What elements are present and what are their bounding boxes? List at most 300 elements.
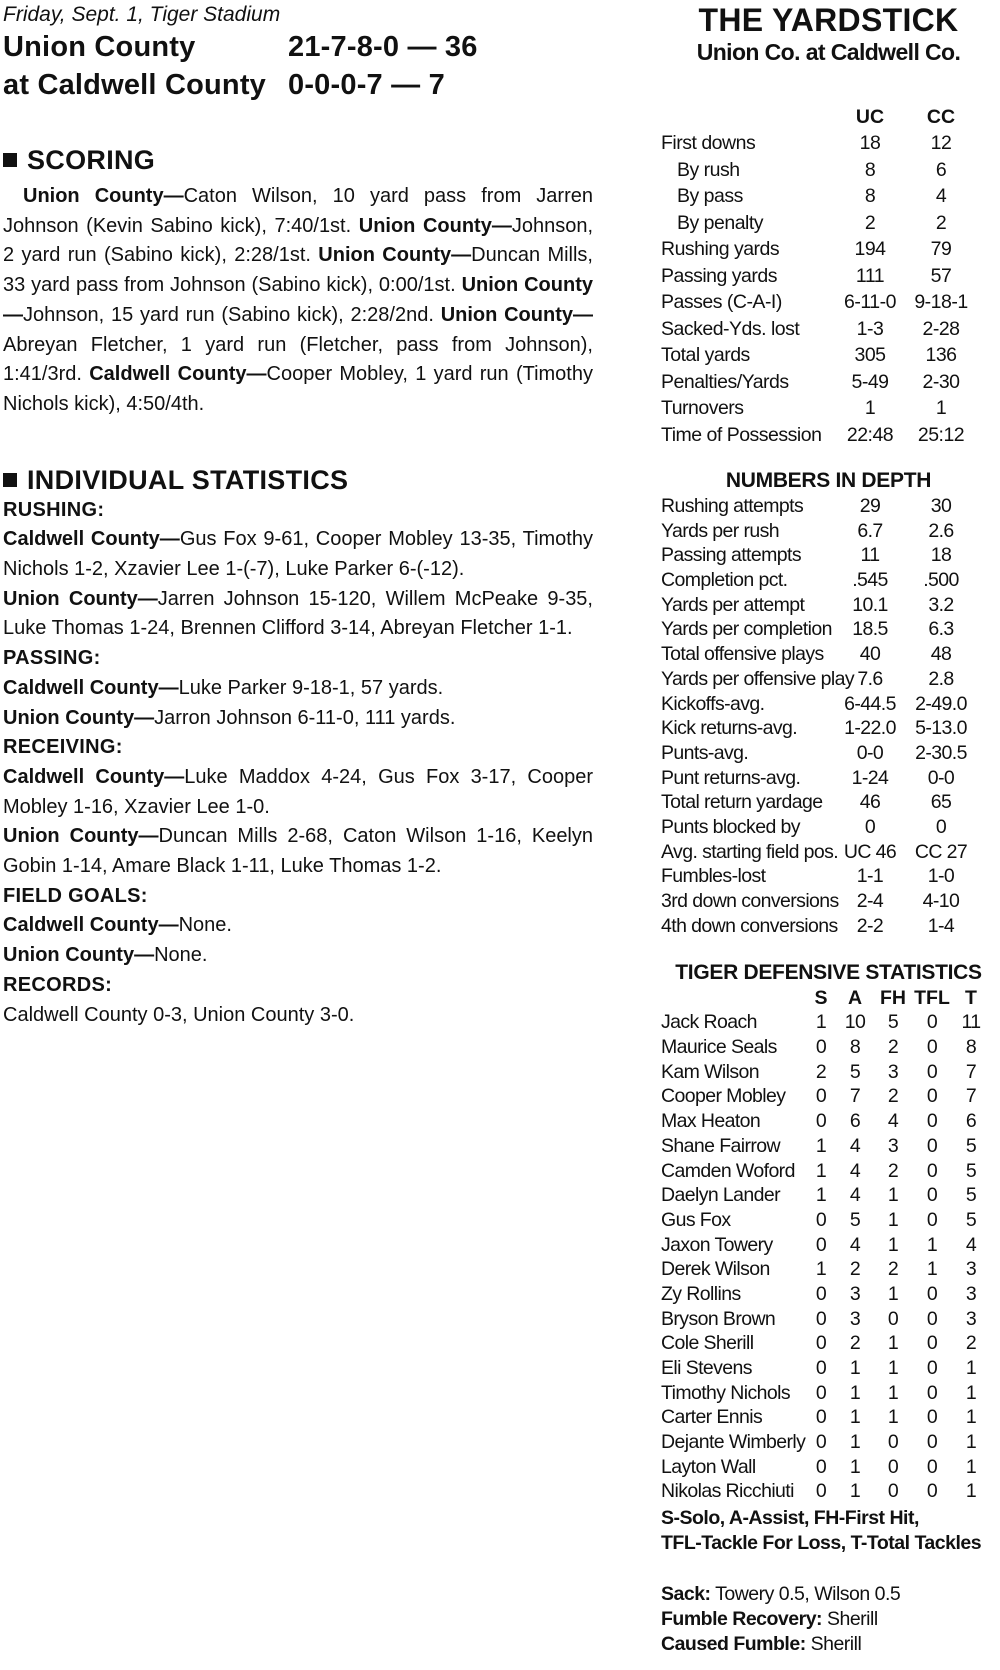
row-label: Rushing yards — [661, 238, 780, 260]
assist-value: 5 — [849, 1208, 861, 1231]
total-value: 1 — [965, 1455, 977, 1478]
uc-value: 6.7 — [857, 519, 883, 542]
row-label: Kickoffs-avg. — [661, 692, 765, 715]
cc-value: 65 — [930, 791, 952, 814]
table-row — [661, 1208, 996, 1233]
tfl-value: 0 — [926, 1357, 938, 1379]
total-value: 1 — [965, 1406, 977, 1429]
player-name: Daelyn Lander — [661, 1184, 781, 1207]
solo-value: 0 — [815, 1431, 827, 1454]
tfl-value: 0 — [926, 1011, 938, 1034]
first-hit-value: 3 — [887, 1134, 899, 1157]
cc-value: 9-18-1 — [914, 291, 968, 313]
row-label: Yards per rush — [661, 519, 780, 542]
row-label: By penalty — [677, 211, 764, 234]
yardstick-title: THE YARDSTICK — [698, 2, 959, 38]
table-row — [661, 395, 996, 422]
first-hit-value: 3 — [887, 1060, 899, 1083]
tfl-value: 0 — [926, 1431, 938, 1454]
rushing-uc: Union County—Jarren Johnson 15-120, Willem McPeake 9-35, Luke Thomas 1-24, Brennen Clifford 3-14, Abreyan Fletcher 1-1. — [3, 587, 593, 640]
cc-value: 0 — [935, 815, 947, 838]
uc-value: 7.6 — [857, 667, 883, 690]
tfl-value: 0 — [926, 1307, 938, 1330]
cc-value: 1-4 — [927, 914, 955, 937]
player-name: Jaxon Towery — [661, 1233, 773, 1256]
row-label: Total return yardage — [661, 791, 823, 814]
assist-value: 3 — [849, 1282, 861, 1305]
table-row — [661, 422, 996, 449]
row-label: Avg. starting field pos. — [661, 840, 839, 863]
cc-value: 4 — [935, 185, 947, 207]
table-row — [661, 543, 996, 568]
total-value: 7 — [965, 1085, 977, 1108]
uc-value: 5-49 — [851, 370, 889, 393]
assist-value: 10 — [844, 1011, 866, 1034]
total-value: 1 — [965, 1357, 977, 1379]
uc-value: UC 46 — [843, 840, 897, 863]
tfl-value: 1 — [926, 1233, 938, 1256]
player-name: Zy Rollins — [661, 1282, 741, 1305]
first-hit-value: 4 — [887, 1110, 899, 1133]
scoring-play: Caton Wilson, 10 yard pass from Jarren Johnson (Kevin Sabino kick), 7:40/1st. — [3, 185, 593, 237]
player-name: Nikolas Ricchiuti — [661, 1480, 794, 1503]
linescore-team: Union County — [3, 31, 196, 63]
total-value: 7 — [965, 1060, 977, 1083]
first-hit-value: 5 — [887, 1011, 899, 1034]
uc-value: 40 — [859, 643, 881, 666]
table-row — [661, 342, 996, 369]
tfl-value: 0 — [926, 1282, 938, 1305]
table-row — [661, 263, 996, 290]
solo-value: 1 — [815, 1258, 827, 1281]
table-row — [661, 519, 996, 544]
scoring-team: Union County— — [23, 185, 184, 207]
col-header: FH — [880, 987, 906, 1010]
solo-value: 0 — [815, 1036, 827, 1059]
tfl-value: 0 — [926, 1208, 938, 1231]
assist-value: 4 — [849, 1184, 861, 1207]
row-label: 3rd down conversions — [661, 890, 839, 912]
cc-value: 25:12 — [917, 423, 965, 446]
uc-value: 194 — [854, 238, 886, 260]
row-label: Punts-avg. — [661, 741, 749, 764]
defense-header-row — [661, 986, 996, 1010]
uc-value: 6-44.5 — [844, 692, 896, 715]
row-label: Penalties/Yards — [661, 370, 789, 393]
solo-value: 0 — [815, 1332, 827, 1355]
table-row — [661, 316, 996, 343]
assist-value: 1 — [849, 1381, 861, 1404]
player-name: Max Heaton — [661, 1110, 761, 1133]
receiving-uc: Union County—Duncan Mills 2-68, Caton Wilson 1-16, Keelyn Gobin 1-14, Amare Black 1-11, Luke Thomas 1-2. — [3, 825, 594, 878]
uc-value: 305 — [854, 344, 886, 366]
assist-value: 4 — [849, 1134, 861, 1157]
col-header-cc: CC — [926, 106, 956, 128]
row-label: By pass — [677, 185, 743, 207]
cc-value: 6.3 — [928, 618, 954, 641]
solo-value: 1 — [815, 1184, 827, 1207]
uc-value: 18 — [859, 132, 881, 154]
uc-value: 0-0 — [856, 741, 884, 764]
yardstick-column — [661, 0, 996, 1657]
player-name: Carter Ennis — [661, 1406, 763, 1429]
row-label: Sacked-Yds. lost — [661, 317, 800, 340]
table-row — [661, 157, 996, 184]
uc-value: 1 — [864, 397, 876, 419]
assist-value: 3 — [849, 1307, 861, 1330]
solo-value: 0 — [815, 1307, 827, 1330]
total-value: 3 — [965, 1282, 977, 1305]
first-hit-value: 1 — [887, 1332, 899, 1355]
row-label: Punt returns-avg. — [661, 766, 801, 789]
row-label: By rush — [677, 158, 740, 181]
total-value: 5 — [965, 1159, 977, 1182]
row-label: Yards per completion — [661, 618, 832, 641]
bullet-square-icon — [3, 153, 17, 167]
table-row — [661, 692, 996, 717]
player-name: Camden Woford — [661, 1159, 795, 1182]
cc-value: 18 — [930, 544, 952, 567]
receiving-heading: RECEIVING: — [3, 736, 123, 759]
solo-value: 1 — [815, 1134, 827, 1157]
assist-value: 1 — [849, 1431, 861, 1454]
row-label: Total offensive plays — [661, 643, 824, 666]
defense-legend: S-Solo, A-Assist, FH-First Hit, TFL-Tackle For Loss, T-Total Tackles — [661, 1507, 982, 1555]
tfl-value: 0 — [926, 1455, 938, 1478]
uc-value: 1-1 — [856, 865, 884, 888]
uc-value: 2 — [864, 211, 876, 234]
cc-value: 57 — [930, 264, 952, 287]
cc-value: 12 — [930, 132, 952, 154]
cc-value: 30 — [930, 495, 952, 517]
table-row — [661, 1134, 996, 1159]
table-row — [661, 1159, 996, 1184]
table-row — [661, 236, 996, 263]
cc-value: 1 — [935, 397, 947, 419]
player-name: Derek Wilson — [661, 1258, 770, 1281]
player-name: Cooper Mobley — [661, 1085, 786, 1108]
first-hit-value: 1 — [887, 1406, 899, 1429]
row-label: Completion pct. — [661, 569, 788, 592]
first-hit-value: 0 — [887, 1455, 899, 1478]
tfl-value: 0 — [926, 1110, 938, 1133]
records-text: Caldwell County 0-3, Union County 3-0. — [3, 1003, 355, 1026]
depth-title: NUMBERS IN DEPTH — [725, 469, 932, 492]
row-label: Punts blocked by — [661, 815, 800, 838]
player-name: Kam Wilson — [661, 1060, 760, 1083]
col-header: T — [965, 987, 977, 1010]
yardstick-table — [661, 130, 996, 448]
table-row — [661, 1084, 996, 1109]
uc-value: 111 — [855, 264, 885, 287]
table-row — [661, 183, 996, 210]
first-hit-value: 1 — [887, 1381, 899, 1404]
first-hit-value: 1 — [887, 1208, 899, 1231]
player-name: Cole Sherill — [661, 1332, 754, 1355]
tfl-value: 0 — [926, 1134, 938, 1157]
table-row — [661, 1381, 996, 1406]
passing-cc: Caldwell County—Luke Parker 9-18-1, 57 yards. — [3, 676, 444, 699]
row-label: Passing attempts — [661, 544, 801, 567]
scoring-play: Cooper Mobley, 1 yard run (Timothy Nichols kick), 4:50/4th. — [3, 363, 593, 415]
game-story-column — [3, 0, 593, 1030]
table-row — [661, 716, 996, 741]
cc-value: 2-28 — [922, 317, 960, 340]
scoring-play: Abreyan Fletcher, 1 yard run (Fletcher, pass from Johnson), 1:41/3rd. — [3, 333, 593, 386]
total-value: 1 — [965, 1381, 977, 1404]
total-value: 2 — [965, 1332, 977, 1355]
solo-value: 0 — [815, 1381, 827, 1404]
solo-value: 1 — [815, 1011, 827, 1034]
table-row — [661, 815, 996, 840]
player-name: Jack Roach — [661, 1011, 757, 1034]
table-row — [661, 914, 996, 939]
solo-value: 0 — [815, 1455, 827, 1478]
col-header: S — [814, 987, 828, 1010]
total-value: 5 — [965, 1134, 977, 1157]
scoring-team: Union County— — [440, 303, 593, 326]
table-row — [661, 1455, 996, 1480]
total-value: 4 — [965, 1233, 977, 1256]
first-hit-value: 2 — [887, 1159, 899, 1182]
table-row — [661, 1405, 996, 1430]
first-hit-value: 2 — [887, 1036, 899, 1059]
table-row — [661, 864, 996, 889]
assist-value: 1 — [849, 1357, 861, 1379]
player-name: Eli Stevens — [661, 1357, 752, 1379]
row-label: Yards per attempt — [661, 593, 805, 616]
cc-value: 2-30 — [922, 370, 960, 393]
cc-value: 3.2 — [928, 593, 954, 616]
tfl-value: 0 — [926, 1036, 938, 1059]
uc-value: 8 — [864, 158, 876, 181]
rushing-cc: Caldwell County—Gus Fox 9-61, Cooper Mobley 13-35, Timothy Nichols 1-2, Xzavier Lee 1-(-7), Luke Parker 6-(-12). — [3, 528, 593, 581]
first-hit-value: 0 — [887, 1431, 899, 1454]
cc-value: 2-49.0 — [915, 692, 967, 715]
scoring-play: Johnson, 15 yard run (Sabino kick), 2:28/2nd. — [23, 303, 434, 326]
uc-value: 2-4 — [856, 890, 884, 912]
table-row — [661, 1060, 996, 1085]
sack-note: Sack: Towery 0.5, Wilson 0.5 — [661, 1583, 901, 1606]
total-value: 1 — [965, 1431, 977, 1454]
linescore-team: at Caldwell County — [3, 69, 267, 101]
passing-heading: PASSING: — [3, 647, 101, 670]
assist-value: 8 — [849, 1036, 861, 1059]
solo-value: 0 — [815, 1208, 827, 1231]
scoring-team: Union County— — [318, 244, 472, 267]
uc-value: 22:48 — [846, 423, 894, 446]
table-row — [661, 1035, 996, 1060]
table-row — [661, 1183, 996, 1208]
fumble-recovery-note: Fumble Recovery: Sherill — [661, 1608, 878, 1631]
bullet-square-icon — [3, 473, 17, 487]
first-hit-value: 1 — [887, 1233, 899, 1256]
assist-value: 4 — [849, 1159, 861, 1182]
assist-value: 1 — [849, 1455, 861, 1478]
table-row — [661, 593, 996, 618]
row-label: Fumbles-lost — [661, 865, 766, 888]
row-label: Yards per offensive play — [661, 667, 854, 690]
uc-value: 10.1 — [852, 593, 888, 616]
table-row — [661, 494, 996, 519]
assist-value: 2 — [849, 1332, 861, 1355]
table-row — [661, 130, 996, 157]
total-value: 5 — [965, 1184, 977, 1207]
table-row — [661, 568, 996, 593]
total-value: 3 — [965, 1258, 977, 1281]
field-goals-uc: Union County—None. — [3, 944, 208, 967]
player-name: Timothy Nichols — [661, 1381, 790, 1404]
defense-title: TIGER DEFENSIVE STATISTICS — [675, 961, 982, 985]
solo-value: 0 — [815, 1406, 827, 1429]
table-row — [661, 790, 996, 815]
depth-table — [661, 494, 996, 938]
table-row — [661, 1430, 996, 1455]
col-header-uc: UC — [855, 106, 885, 128]
uc-value: 1-3 — [856, 317, 884, 340]
cc-value: CC 27 — [914, 840, 968, 863]
total-value: 3 — [965, 1307, 977, 1330]
solo-value: 0 — [815, 1357, 827, 1379]
first-hit-value: 2 — [887, 1258, 899, 1281]
cc-value: 5-13.0 — [915, 717, 967, 740]
table-row — [661, 889, 996, 914]
assist-value: 5 — [849, 1060, 861, 1083]
tfl-value: 0 — [926, 1159, 938, 1182]
uc-value: .545 — [852, 569, 888, 592]
cc-value: 2 — [935, 211, 947, 234]
uc-value: 8 — [864, 185, 876, 207]
cc-value: 136 — [925, 344, 957, 366]
scoring-team: Union County— — [358, 214, 512, 237]
table-row — [661, 1479, 996, 1504]
table-row — [661, 1010, 996, 1035]
uc-value: 11 — [860, 544, 880, 567]
tfl-value: 0 — [926, 1381, 938, 1404]
table-row — [661, 289, 996, 316]
records-heading: RECORDS: — [3, 973, 113, 996]
scoring-team: Caldwell County— — [89, 363, 267, 386]
solo-value: 0 — [815, 1110, 827, 1133]
row-label: Rushing attempts — [661, 495, 804, 517]
linescore-quarters: 0-0-0-7 — 7 — [288, 69, 445, 101]
player-name: Bryson Brown — [661, 1307, 776, 1330]
solo-value: 2 — [815, 1060, 827, 1083]
uc-value: 29 — [859, 495, 881, 517]
tfl-value: 0 — [926, 1332, 938, 1355]
uc-value: 0 — [864, 815, 876, 838]
scoring-summary — [3, 182, 593, 420]
defense-table — [661, 1010, 996, 1504]
assist-value: 4 — [849, 1233, 861, 1256]
first-hit-value: 1 — [887, 1357, 899, 1379]
field-goals-heading: FIELD GOALS: — [3, 884, 148, 907]
scoring-team: Union County— — [3, 274, 593, 326]
scoring-play: Duncan Mills, 33 yard pass from Johnson (Sabino kick), 0:00/1st. — [3, 244, 593, 297]
tfl-value: 0 — [926, 1406, 938, 1429]
cc-value: .500 — [923, 569, 959, 592]
solo-value: 0 — [815, 1480, 827, 1503]
individual-stats-heading: INDIVIDUAL STATISTICS — [3, 464, 593, 496]
yardstick-header-row — [661, 104, 996, 130]
cc-value: 0-0 — [927, 766, 955, 789]
uc-value: 1-24 — [851, 766, 889, 789]
row-label: Turnovers — [661, 397, 744, 419]
cc-value: 1-0 — [927, 865, 955, 888]
uc-value: 46 — [859, 791, 881, 814]
solo-value: 0 — [815, 1282, 827, 1305]
linescore-quarters: 21-7-8-0 — 36 — [288, 31, 478, 63]
solo-value: 1 — [815, 1159, 827, 1182]
table-row — [661, 1257, 996, 1282]
row-label: First downs — [661, 132, 756, 154]
col-header: TFL — [914, 987, 950, 1010]
assist-value: 2 — [849, 1258, 861, 1281]
table-row — [661, 642, 996, 667]
table-row — [661, 1331, 996, 1356]
passing-uc: Union County—Jarron Johnson 6-11-0, 111 yards. — [3, 706, 456, 729]
cc-value: 48 — [930, 643, 952, 666]
table-row — [661, 369, 996, 396]
tfl-value: 0 — [926, 1480, 938, 1503]
solo-value: 0 — [815, 1085, 827, 1108]
player-name: Dejante Wimberly — [661, 1431, 806, 1454]
table-row — [661, 1282, 996, 1307]
table-row — [661, 1109, 996, 1134]
table-row — [661, 667, 996, 692]
player-name: Layton Wall — [661, 1455, 756, 1478]
total-value: 5 — [965, 1208, 977, 1231]
table-row — [661, 766, 996, 791]
tfl-value: 0 — [926, 1085, 938, 1108]
row-label: 4th down conversions — [661, 914, 838, 937]
first-hit-value: 1 — [887, 1282, 899, 1305]
assist-value: 1 — [849, 1406, 861, 1429]
cc-value: 2.6 — [928, 519, 954, 542]
player-name: Gus Fox — [661, 1208, 731, 1231]
caused-fumble-note: Caused Fumble: Sherill — [661, 1633, 862, 1656]
row-label: Passes (C-A-I) — [661, 291, 782, 313]
table-row — [661, 1233, 996, 1258]
row-label: Passing yards — [661, 264, 777, 287]
solo-value: 0 — [815, 1233, 827, 1256]
row-label: Kick returns-avg. — [661, 717, 798, 740]
cc-value: 2-30.5 — [915, 741, 967, 764]
cc-value: 4-10 — [922, 890, 960, 912]
yardstick-subtitle: Union Co. at Caldwell Co. — [696, 39, 961, 65]
player-name: Shane Fairrow — [661, 1134, 781, 1157]
total-value: 8 — [965, 1036, 977, 1059]
tfl-value: 0 — [926, 1060, 938, 1083]
uc-value: 2-2 — [856, 914, 884, 937]
total-value: 6 — [965, 1110, 977, 1133]
first-hit-value: 0 — [887, 1307, 899, 1330]
table-row — [661, 840, 996, 865]
uc-value: 1-22.0 — [844, 717, 896, 740]
row-label: Total yards — [661, 344, 750, 366]
assist-value: 6 — [849, 1110, 861, 1133]
linescore-row-home — [3, 28, 593, 66]
table-row — [661, 617, 996, 642]
linescore-row-away — [3, 66, 593, 104]
tfl-value: 0 — [926, 1184, 938, 1207]
defense-notes — [661, 1582, 996, 1657]
first-hit-value: 2 — [887, 1085, 899, 1108]
cc-value: 6 — [935, 158, 947, 181]
tfl-value: 1 — [926, 1258, 938, 1281]
first-hit-value: 1 — [887, 1184, 899, 1207]
assist-value: 1 — [849, 1480, 861, 1503]
